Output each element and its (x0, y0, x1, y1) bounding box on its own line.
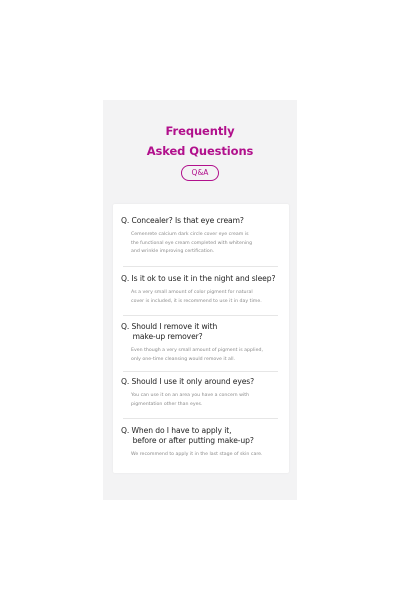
faq-question: Q. Should I remove it with make-up remover? (121, 322, 218, 341)
qa-badge: Q&A (181, 165, 219, 181)
faq-answer: We recommend to apply it in the last stage of skin care. (131, 452, 263, 457)
faq-question: Q. Should I use it only around eyes? (121, 377, 255, 386)
faq-answer: Cemenrete calcium dark circle cover eye cream is the functional eye cream completed with whitening and wrinkle improving certification. (131, 232, 253, 254)
title-line-1: Frequently (165, 124, 235, 138)
page-title (0, 121, 400, 161)
faq-item-4 (121, 377, 281, 409)
faq-divider (123, 266, 278, 267)
faq-question: Q. When do I have to apply it, before or after putting make-up? (121, 426, 254, 445)
faq-divider (123, 371, 278, 372)
faq-divider (123, 418, 278, 419)
faq-question: Q. Is it ok to use it in the night and sleep? (121, 274, 276, 283)
faq-item-5 (121, 426, 281, 460)
faq-item-3 (121, 322, 281, 364)
faq-question: Q. Concealer? Is that eye cream? (121, 216, 244, 225)
faq-answer: As a very small amount of color pigment for natural cover is included, it is recommend to use it in day time. (131, 290, 262, 304)
faq-card (113, 204, 289, 473)
faq-item-1 (121, 216, 281, 257)
faq-answer: You can use it on an area you have a concern with pigmentation other than eyes. (131, 393, 250, 407)
faq-item-2 (121, 274, 281, 306)
faq-divider (123, 315, 278, 316)
faq-answer: Even though a very small amount of pigment is applied, only one-time cleansing would remove it all. (131, 348, 263, 362)
title-line-2: Asked Questions (146, 144, 254, 158)
